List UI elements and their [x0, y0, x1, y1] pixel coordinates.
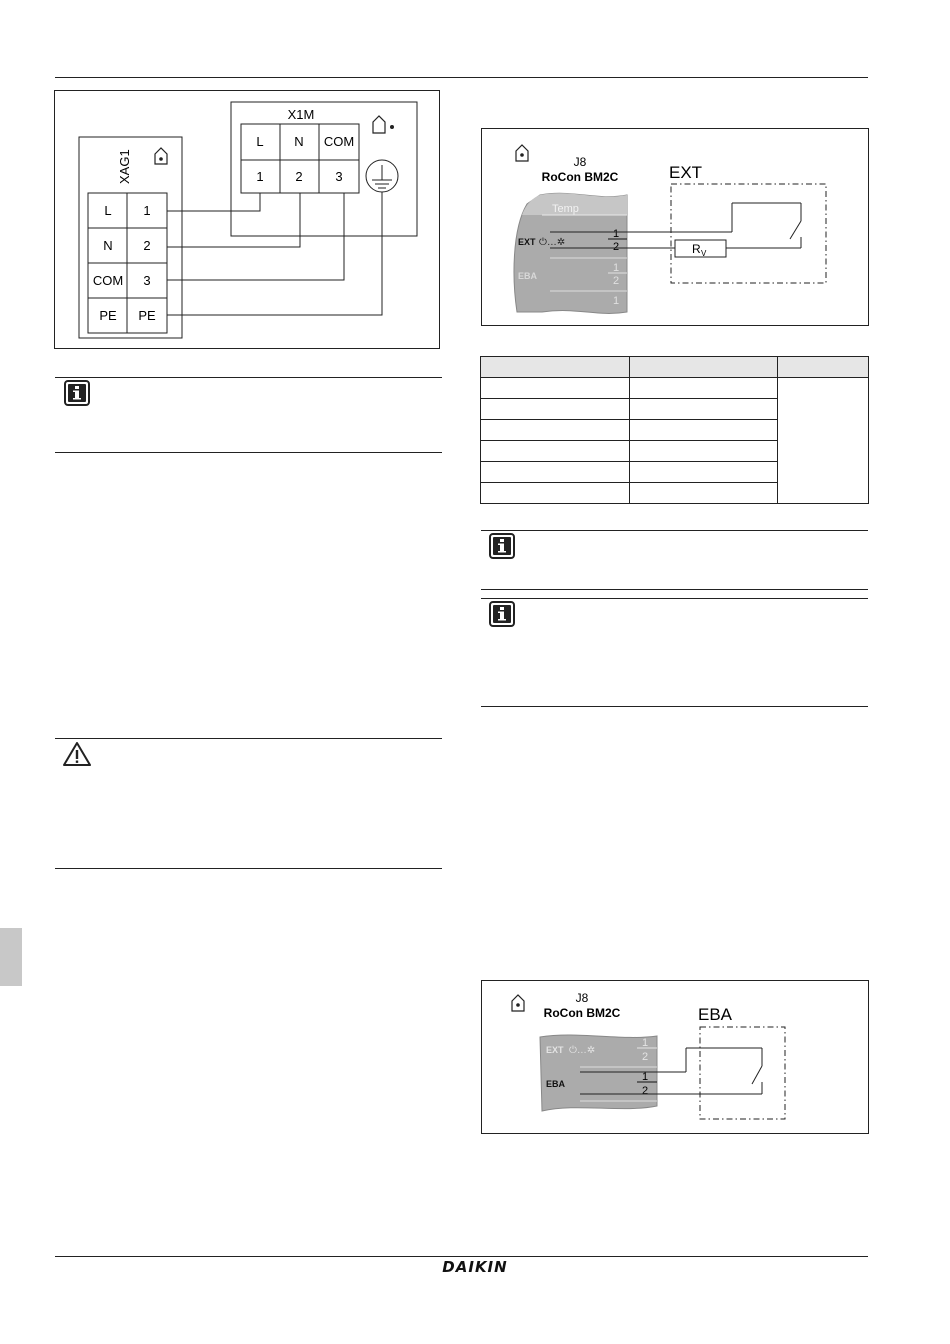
info-icon	[489, 533, 515, 559]
table-row	[481, 378, 869, 399]
terminal-number: 2	[641, 1051, 649, 1063]
ext-device-box	[671, 184, 826, 283]
x1m-cell: 3	[335, 169, 343, 184]
x1m-cell: N	[294, 134, 304, 149]
eba-diagram-svg	[482, 981, 870, 1135]
daikin-logo: DAIKIN	[442, 1258, 508, 1276]
mode-icon: ⏻…✲	[569, 1045, 596, 1056]
resistor-label: R	[692, 242, 701, 256]
note-rule-bottom	[55, 452, 442, 453]
xag1-cell: 3	[143, 273, 151, 288]
table-header-cell	[778, 357, 869, 378]
header-rule	[55, 77, 868, 78]
warning-rule-top	[55, 738, 442, 739]
house-icon	[516, 145, 528, 161]
info-icon	[64, 380, 90, 406]
x1m-cell: COM	[323, 134, 355, 149]
eba-device-box	[700, 1027, 785, 1119]
xag1-cell: L	[104, 203, 112, 218]
terminal-number: 1	[641, 1071, 649, 1083]
wiring-diagram-svg	[55, 91, 441, 350]
ext-box-label: EXT	[669, 163, 703, 182]
table-header-cell	[629, 357, 778, 378]
xag1-cell: COM	[92, 273, 124, 288]
eba-label: EBA	[518, 271, 538, 281]
controller-label: RoCon BM2C	[543, 1006, 621, 1020]
terminal-number: 2	[612, 275, 620, 287]
ext-diagram-svg	[482, 129, 870, 327]
xag1-cell: 2	[143, 238, 151, 253]
wiring-diagram-eba	[481, 980, 869, 1134]
terminal-number: 2	[612, 241, 620, 253]
house-icon	[373, 116, 394, 133]
terminal-number: 1	[641, 1037, 649, 1049]
terminal-number: 1	[612, 228, 620, 240]
x1m-cell: 1	[256, 169, 264, 184]
xag1-cell: 1	[143, 203, 151, 218]
eba-label: EBA	[546, 1079, 566, 1089]
eba-box-label: EBA	[698, 1005, 733, 1024]
x1m-cell: 2	[295, 169, 303, 184]
note-rule-top	[481, 530, 868, 531]
connector-label: J8	[575, 991, 589, 1005]
connector-label: J8	[573, 155, 587, 169]
wiring-diagram-ext	[481, 128, 869, 326]
mode-icon: ⏻…✲	[539, 237, 566, 248]
xag1-cell: N	[103, 238, 113, 253]
note-rule-bottom	[481, 706, 868, 707]
note-rule-bottom	[481, 589, 868, 590]
warning-rule-bottom	[55, 868, 442, 869]
parameter-table	[480, 356, 869, 504]
xag1-label: XAG1	[117, 149, 132, 184]
house-icon	[512, 995, 524, 1011]
temp-label: Temp	[552, 203, 579, 215]
terminal-number: 1	[612, 262, 620, 274]
info-icon	[489, 601, 515, 627]
table-header-row	[481, 357, 869, 378]
terminal-number: 2	[641, 1085, 649, 1097]
x1m-cell: L	[256, 134, 264, 149]
resistor-subscript: V	[701, 249, 707, 258]
ground-icon	[366, 160, 398, 192]
footer-rule	[55, 1256, 868, 1257]
note-rule-top	[55, 377, 442, 378]
wires	[167, 192, 382, 315]
xag1-cell: PE	[99, 308, 117, 323]
ext-label: EXT	[518, 237, 536, 247]
xag1-cell: PE	[138, 308, 156, 323]
chapter-side-tab	[0, 928, 22, 986]
ext-label: EXT	[546, 1045, 564, 1055]
wiring-diagram-xag1-x1m	[54, 90, 440, 349]
note-rule-top	[481, 598, 868, 599]
table-header-cell	[481, 357, 630, 378]
controller-label: RoCon BM2C	[541, 170, 619, 184]
terminal-number: 1	[612, 295, 620, 307]
house-icon	[155, 148, 167, 164]
x1m-label: X1M	[287, 107, 315, 122]
warning-icon	[62, 741, 92, 767]
